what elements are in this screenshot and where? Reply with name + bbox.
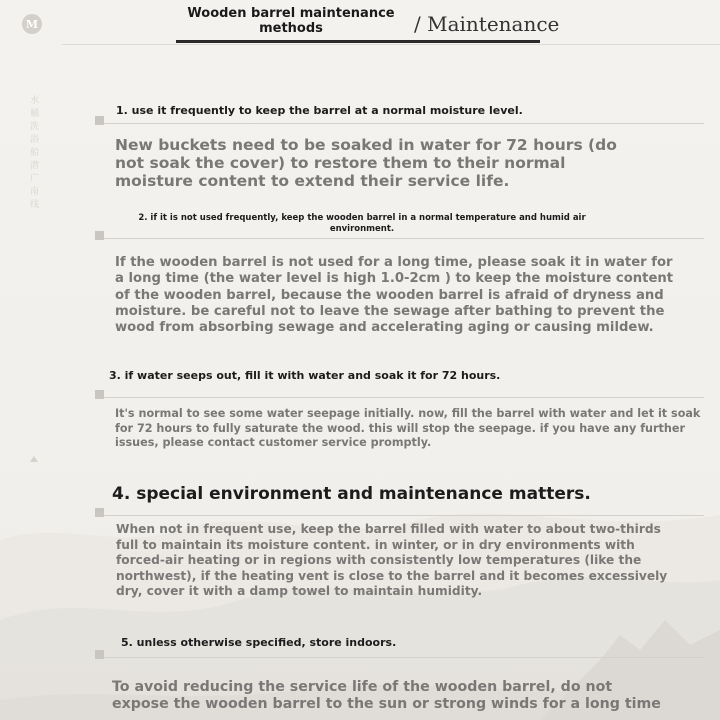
section-3-heading: 3. if water seeps out, fill it with water and soak it for 72 hours. xyxy=(109,369,501,382)
decorative-triangle-icon xyxy=(30,456,38,462)
section-4-body: When not in frequent use, keep the barrel filled with water to about two-thirds full to maintain its moisture content. in winter, or in dry environments with forced-air heating or in regions with consistently low temperatures (like the northwest), if the heating vent is close to the barrel and it becomes excessively dry, cover it with a damp towel to maintain humidity. xyxy=(116,522,668,598)
decorative-vertical-text: 水桶洗浴 船潪广南线 xyxy=(30,96,40,210)
bullet-marker-icon xyxy=(95,508,104,517)
section-1-heading: 1. use it frequently to keep the barrel at a normal moisture level. xyxy=(116,104,523,117)
title-text: Wooden barrel maintenance methods xyxy=(187,6,395,36)
page-title xyxy=(176,6,406,36)
bullet-marker-icon xyxy=(95,390,104,399)
section-1-rule xyxy=(104,123,704,124)
section-2-rule xyxy=(104,238,704,239)
section-4-rule xyxy=(104,515,704,516)
section-2-body: If the wooden barrel is not used for a long time, please soak it in water for a long time (the water level is high 1.0-2cm ) to keep the moisture content of the wooden barrel, because the wooden barrel is afraid of dryness and moisture. be careful not to leave the sewage after bathing to prevent the wood from absorbing sewage and accelerating aging or causing mildew. xyxy=(115,255,674,336)
section-3-rule xyxy=(104,397,704,398)
section-5-rule xyxy=(104,657,704,658)
section-2-heading: 2. if it is not used frequently, keep the wooden barrel in a normal temperature and humid air environment. xyxy=(138,213,586,234)
header-rule xyxy=(62,44,720,45)
section-4-heading: 4. special environment and maintenance matters. xyxy=(112,484,591,504)
section-5-heading: 5. unless otherwise specified, store indoors. xyxy=(121,636,397,649)
bullet-marker-icon xyxy=(95,650,104,659)
bullet-marker-icon xyxy=(95,231,104,240)
brand-logo: M xyxy=(22,14,42,34)
title-underline xyxy=(176,40,540,43)
section-1-body: New buckets need to be soaked in water for 72 hours (do not soak the cover) to restore them to their normal moisture content to extend their service life. xyxy=(115,136,617,190)
section-3-body: It's normal to see some water seepage initially. now, fill the barrel with water and let it soak for 72 hours to fully saturate the wood. this will stop the seepage. if you have any further issues, please contact customer service promptly. xyxy=(115,407,701,449)
bullet-marker-icon xyxy=(95,116,104,125)
section-5-body: To avoid reducing the service life of the wooden barrel, do not expose the wooden barrel to the sun or strong winds for a long time xyxy=(112,679,661,712)
page-subtitle: / Maintenance xyxy=(414,12,560,36)
